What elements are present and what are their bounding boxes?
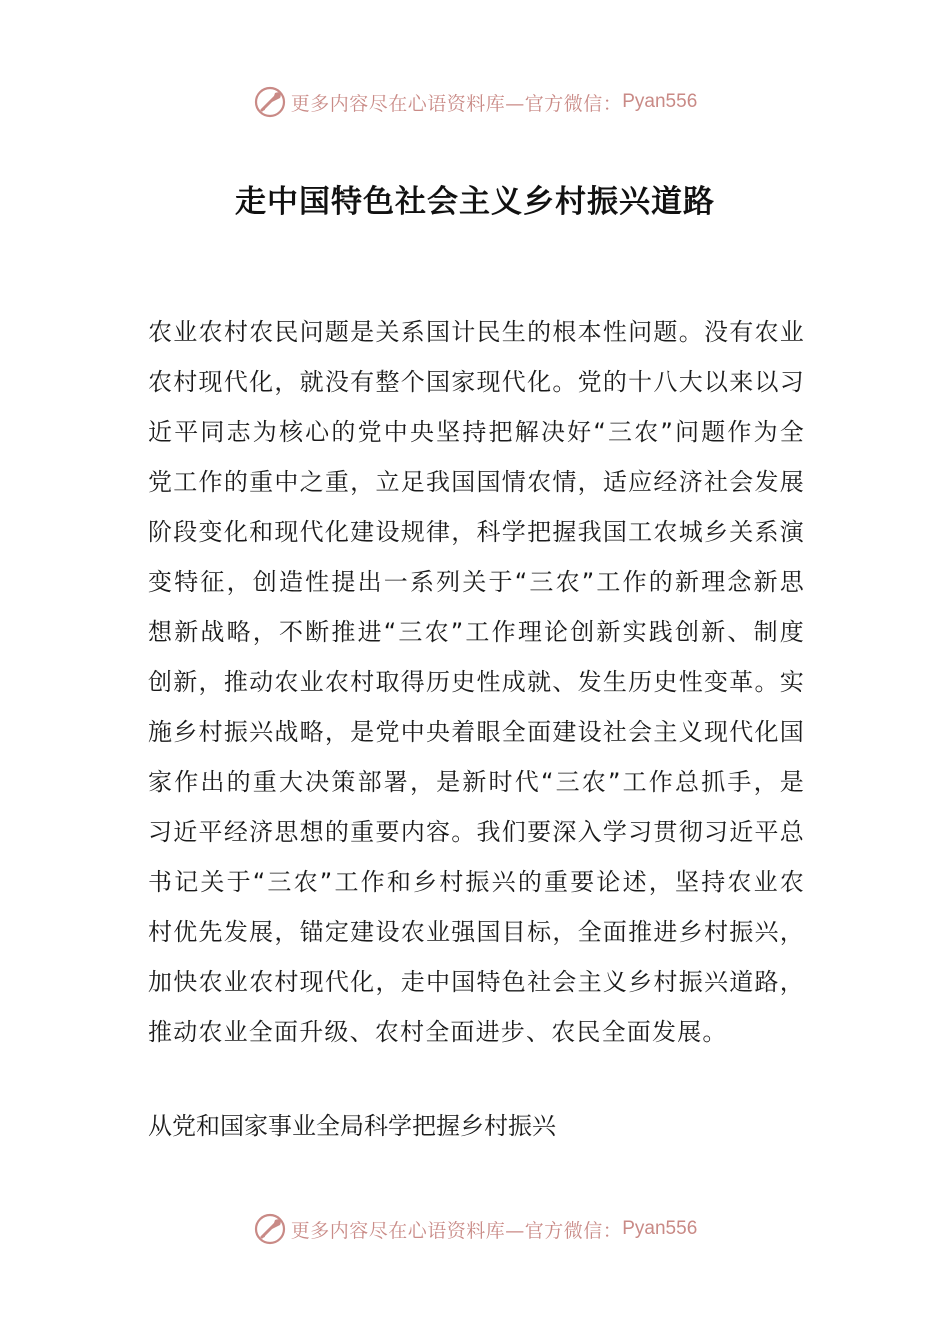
quill-pen-logo-icon: [253, 85, 287, 119]
watermark-text: 更多内容尽在心语资料库—官方微信：: [290, 1219, 623, 1242]
footer-watermark-banner: [0, 1209, 950, 1249]
document-title: 走中国特色社会主义乡村振兴道路: [235, 184, 715, 220]
watermark-text: 更多内容尽在心语资料库—官方微信：: [290, 92, 623, 115]
wechat-id: Pyan556: [622, 1218, 698, 1239]
header-watermark-banner: [0, 82, 950, 122]
quill-pen-logo-icon: [253, 1212, 287, 1246]
wechat-id: Pyan556: [622, 91, 698, 112]
body-paragraph: 农业农村农民问题是关系国计民生的根本性问题。没有农业农村现代化，就没有整个国家现代化。党的十八大以来以习近平同志为核心的党中央坚持把解决好“三农”问题作为全党工作的重中之重，立足我国国情农情，适应经济社会发展阶段变化和现代化建设规律，科学把握我国工农城乡关系演变特征，创造性提出一系列关于“三农”工作的新理念新思想新战略，不断推进“三农”工作理论创新实践创新、制度创新，推动农业农村取得历史性成就、发生历史性变革。实施乡村振兴战略，是党中央着眼全面建设社会主义现代化国家作出的重大决策部署，是新时代“三农”工作总抓手，是习近平经济思想的重要内容。我们要深入学习贯彻习近平总书记关于“三农”工作和乡村振兴的重要论述，坚持农业农村优先发展，锚定建设农业强国目标，全面推进乡村振兴，加快农业农村现代化，走中国特色社会主义乡村振兴道路，推动农业全面升级、农村全面进步、农民全面发展。: [148, 318, 805, 1046]
section-subheading: 从党和国家事业全局科学把握乡村振兴: [148, 1112, 556, 1140]
